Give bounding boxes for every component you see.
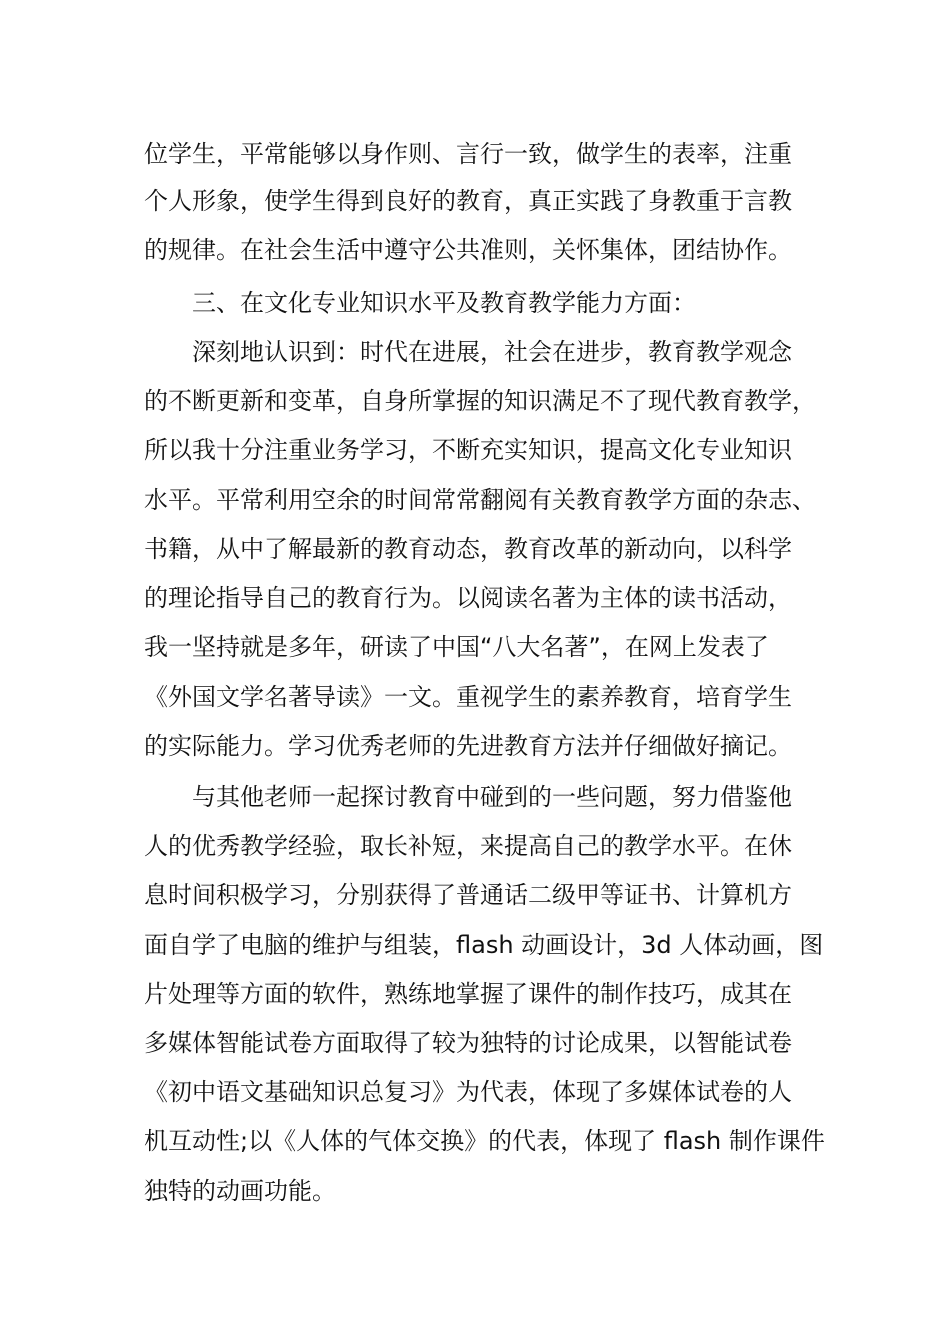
section-heading: 三、在文化专业知识水平及教育教学能力方面： (192, 289, 696, 317)
text-line: 我一坚持就是多年，研读了中国“八大名著”，在网上发表了 (144, 633, 769, 661)
text-line: 的理论指导自己的教育行为。以阅读名著为主体的读书活动， (144, 584, 792, 612)
text-line: 人的优秀教学经验，取长补短，来提高自己的教学水平。在休 (144, 832, 792, 860)
text-line: 的规律。在社会生活中遵守公共准则，关怀集体，团结协作。 (144, 236, 792, 264)
text-line: 位学生，平常能够以身作则、言行一致，做学生的表率，注重 (144, 140, 792, 168)
text-line: 《初中语文基础知识总复习》为代表，体现了多媒体试卷的人 (144, 1078, 792, 1106)
text-line: 息时间积极学习，分别获得了普通话二级甲等证书、计算机方 (144, 881, 792, 909)
text-line: 的实际能力。学习优秀老师的先进教育方法并仔细做好摘记。 (144, 732, 792, 760)
text-line: 深刻地认识到：时代在进展，社会在进步，教育教学观念 (192, 338, 792, 366)
text-line: 与其他老师一起探讨教育中碰到的一些问题，努力借鉴他 (192, 783, 792, 811)
text-line: 的不断更新和变革，自身所掌握的知识满足不了现代教育教学， (144, 387, 816, 415)
text-line: 水平。平常利用空余的时间常常翻阅有关教育教学方面的杂志、 (144, 486, 816, 514)
text-line: 《外国文学名著导读》一文。重视学生的素养教育，培育学生 (144, 683, 792, 711)
text-line: 多媒体智能试卷方面取得了较为独特的讨论成果，以智能试卷 (144, 1029, 792, 1057)
text-line: 个人形象，使学生得到良好的教育，真正实践了身教重于言教 (144, 187, 792, 215)
text-line: 面自学了电脑的维护与组装，flash 动画设计，3d 人体动画，图 (144, 931, 824, 959)
text-line: 片处理等方面的软件，熟练地掌握了课件的制作技巧，成其在 (144, 980, 792, 1008)
text-line: 书籍，从中了解最新的教育动态，教育改革的新动向，以科学 (144, 535, 792, 563)
text-line: 机互动性;以《人体的气体交换》的代表，体现了 flash 制作课件 (144, 1127, 825, 1155)
text-line: 所以我十分注重业务学习，不断充实知识，提高文化专业知识 (144, 436, 792, 464)
text-line: 独特的动画功能。 (144, 1177, 336, 1205)
